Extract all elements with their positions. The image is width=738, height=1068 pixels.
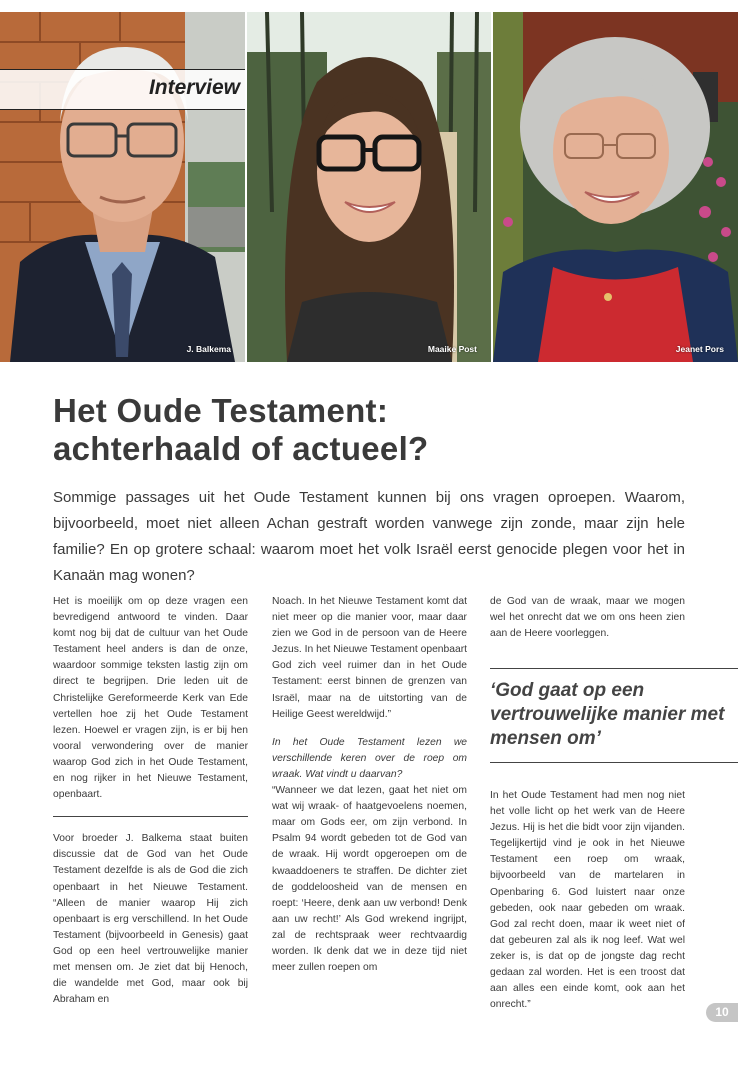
photo-pors xyxy=(493,12,738,362)
pull-quote-text: ‘God gaat op een vertrouwelijke manier met mensen om’ xyxy=(490,680,725,749)
paragraph: “Wanneer we dat lezen, gaat het niet om wat wij wraak- of haatgevoelens noemen, maar om Gods eer, om zijn verbond. In Psalm 94 wordt gebeden tot de God van de wraak. Hij wordt opgeroepen om de kwaaddoeners te straffen. De dichter ziet de goddeloosheid van de mensen en roept: ‘Heere, denk aan uw verbond! Denk aan uw recht!’ Als God wrekend ingrijpt, zal de rechtspraak weer rechtvaardig worden. Ik denk dat we in deze tijd niet meer zullen roepen om xyxy=(272,785,467,974)
column-1 xyxy=(53,594,248,1008)
column-2 xyxy=(272,594,467,976)
paragraph: Het is moeilijk om op deze vragen een bevredigend antwoord te vinden. Daar komt nog bij dat de cultuur van het Oude Testament heel anders is dan de onze, waardoor sommige teksten lastig zijn om direct te begrijpen. Drie leden uit de Christelijke Gereformeerde Kerk van Ede vertellen hoe zij het Oude Testament lezen. Hoewel er vragen zijn, is er bij hen vooral verwondering over de manier waarop God zich in het Oude Testament, en nog rijker in het Nieuwe Testament, openbaart. xyxy=(53,596,248,801)
photo-row xyxy=(0,12,738,362)
interview-question: In het Oude Testament lezen we verschillende keren over de roep om wraak. Wat vindt u daarvan? xyxy=(272,736,467,780)
paragraph: Voor broeder J. Balkema staat buiten discussie dat de God van het Oude Testament dezelfde is als de God die zich openbaart in het Nieuwe Testament. “Alleen de manier waarop Hij zich openbaart is erg verschillend. In het Oude Testament (bijvoorbeeld in Genesis) gaat God op een heel vertrouwelijke manier met mensen om. Je ziet dat bij Henoch, die wandelde met God, maar ook bij Abraham en xyxy=(53,833,248,1006)
paragraph: In het Oude Testament had men nog niet het volle licht op het werk van de Heere Jezus. Hij is het die bidt voor zijn vijanden. Tegelijkertijd vind je ook in het Nieuwe Testament een roep om wraak, bijvoorbeeld van de martelaren in Openbaring 6. God luistert naar onze gebeden, ook naar gebeden om wraak. God zal recht doen, maar ik weet niet of dat gebeuren zal als ik nog leef. Wat wel zeker is, is dat op de jongste dag recht gedaan zal worden. Het is een troost dat aan alles een einde komt, ook aan het onrecht.” xyxy=(490,790,685,1011)
column-3 xyxy=(490,594,685,642)
article-title-line1: Het Oude Testament: xyxy=(53,392,389,429)
photo-balkema xyxy=(0,12,245,362)
article-title xyxy=(53,392,693,468)
divider xyxy=(53,816,248,817)
page-number: 10 xyxy=(706,1003,738,1022)
article-lead: Sommige passages uit het Oude Testament kunnen bij ons vragen oproepen. Waarom, bijvoorbeeld, moet niet alleen Achan gestraft worden vanwege zijn zonde, maar zijn hele familie? En op grotere schaal: waarom moet het volk Israël eerst genocide plegen voor het in Kanaän mag wonen? xyxy=(53,489,685,584)
pull-quote xyxy=(490,668,738,763)
paragraph: de God van de wraak, maar we mogen wel het onrecht dat we om ons heen zien aan de Heere voorleggen. xyxy=(490,596,685,640)
photo-caption: J. Balkema xyxy=(186,344,231,354)
photo-caption: Maaike Post xyxy=(427,344,477,354)
column-3-continued xyxy=(490,788,685,1013)
photo-post xyxy=(247,12,491,362)
photo-caption: Jeanet Pors xyxy=(675,344,724,354)
article-title-line2: achterhaald of actueel? xyxy=(53,430,429,467)
section-tag xyxy=(0,69,245,110)
section-tag-label: Interview xyxy=(148,76,240,99)
paragraph: Noach. In het Nieuwe Testament komt dat niet meer op die manier voor, maar daar zien we God in de persoon van de Heere Jezus. In het Nieuwe Testament openbaart God zich veel ruimer dan in het Oude Testament: eerst binnen de grenzen van Israël, maar na de uitstorting van de Heilige Geest wereldwijd.” xyxy=(272,596,467,720)
